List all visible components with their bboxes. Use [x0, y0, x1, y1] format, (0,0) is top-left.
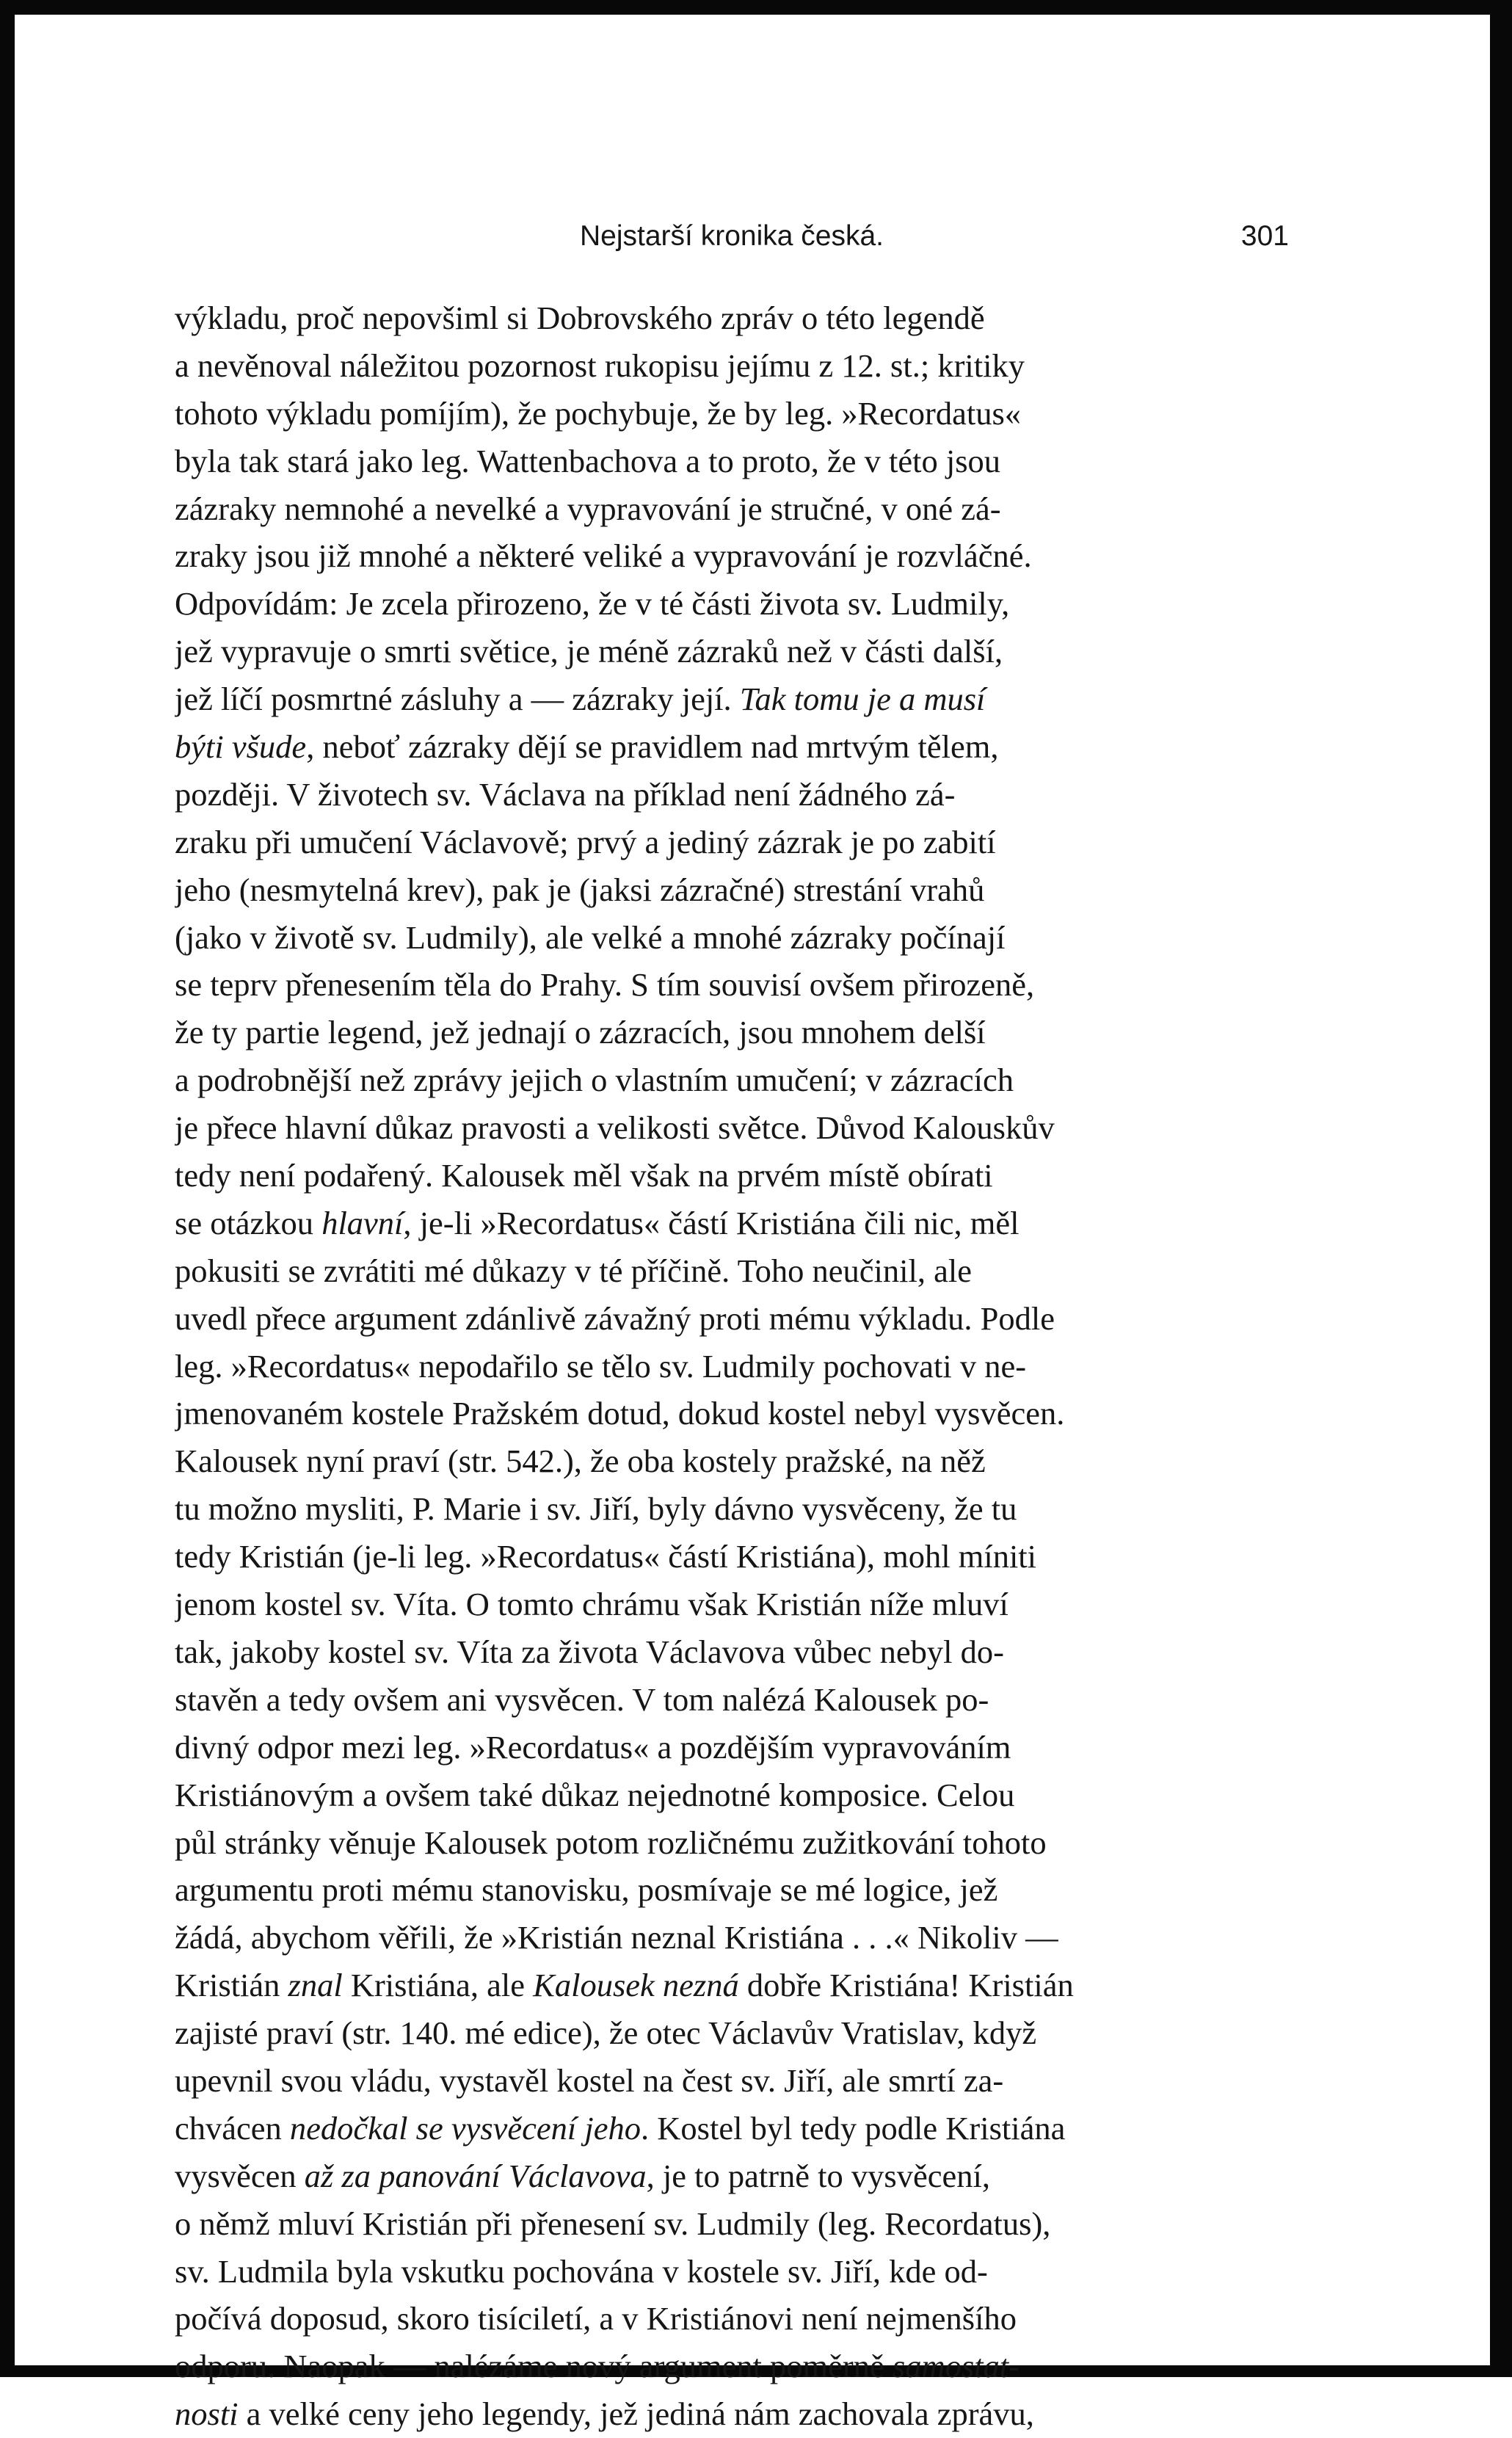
text-line — [175, 1200, 1289, 1247]
italic-text: Tak tomu je a musí — [739, 681, 986, 718]
text-segment: půl stránky věnuje Kalousek potom rozličnému zužitkování tohoto — [175, 1824, 1047, 1861]
text-line — [175, 819, 1289, 866]
text-line — [175, 2200, 1289, 2248]
text-segment: tu možno mysliti, P. Marie i sv. Jiří, byly dávno vysvěceny, že tu — [175, 1490, 1017, 1528]
text-segment: Odpovídám: Je zcela přirozeno, že v té části života sv. Ludmily, — [175, 585, 1010, 623]
text-segment: upevnil svou vládu, vystavěl kostel na čest sv. Jiří, ale smrtí za- — [175, 2061, 1004, 2099]
text-line — [175, 2152, 1289, 2200]
text-segment: chvácen — [175, 2109, 290, 2147]
text-segment: , je to patrně to vysvěcení, — [646, 2157, 990, 2194]
text-segment: zraku při umučení Václavově; prvý a jediný zázrak je po zabití — [175, 823, 996, 860]
text-line — [175, 1152, 1289, 1200]
text-line — [175, 1628, 1289, 1676]
scan-border-right — [1490, 0, 1512, 2377]
text-line — [175, 390, 1289, 438]
text-line — [175, 1247, 1289, 1295]
text-line — [175, 1485, 1289, 1533]
text-line — [175, 1390, 1289, 1437]
text-line — [175, 1771, 1289, 1819]
text-segment: žádá, abychom věřili, že »Kristián neznal Kristiána . . .« Nikoliv — — [175, 1919, 1058, 1956]
text-segment: Kalousek nyní praví (str. 542.), že oba kostely pražské, na něž — [175, 1443, 986, 1480]
italic-text: Kalousek nezná — [533, 1967, 739, 2004]
italic-text: nosti — [175, 2395, 239, 2433]
text-segment: tohoto výkladu pomíjím), že pochybuje, že by leg. »Recordatus« — [175, 394, 1022, 432]
text-segment: jmenovaném kostele Pražském dotud, dokud kostel nebyl vysvěcen. — [175, 1395, 1065, 1432]
text-segment: argumentu proti mému stanovisku, posmívaje se mé logice, jež — [175, 1871, 998, 1909]
italic-text: býti všude — [175, 728, 307, 766]
text-segment: odporu. Naopak — nalézáme nový argument poměrně — [175, 2348, 893, 2385]
page-header — [175, 214, 1289, 258]
text-segment: a velké ceny jeho legendy, jež jediná nám zachovala zprávu, — [238, 2395, 1034, 2433]
text-line — [175, 438, 1289, 485]
text-segment: jenom kostel sv. Víta. O tomto chrámu však Kristián níže mluví — [175, 1586, 1008, 1623]
text-segment: výkladu, proč nepovšiml si Dobrovského zpráv o této legendě — [175, 300, 985, 336]
text-segment: byla tak stará jako leg. Wattenbachova a to proto, že v této jsou — [175, 442, 1001, 479]
text-segment: jež líčí posmrtné zásluhy a — zázraky její. — [175, 681, 740, 718]
text-line — [175, 1819, 1289, 1867]
text-line — [175, 2295, 1289, 2343]
text-line — [175, 1724, 1289, 1771]
text-segment: leg. »Recordatus« nepodařilo se tělo sv. Ludmily pochovati v ne- — [175, 1347, 1027, 1385]
scan-border-top — [0, 0, 1512, 15]
text-line — [175, 1056, 1289, 1104]
text-segment: a podrobnější než zprávy jejich o vlastním umučení; v zázracích — [175, 1062, 1014, 1099]
text-line — [175, 1962, 1289, 2009]
text-segment: jeho (nesmytelná krev), pak je (jaksi zázračné) strestání vrahů — [175, 871, 985, 908]
text-segment: (jako v životě sv. Ludmily), ale velké a mnohé zázraky počínají — [175, 918, 1006, 956]
text-line — [175, 1533, 1289, 1581]
italic-text: až za panování Václavova — [304, 2157, 647, 2194]
text-segment: stavěn a tedy ovšem ani vysvěcen. V tom nalézá Kalousek po- — [175, 1680, 989, 1718]
text-segment: Kristiána, ale — [342, 1967, 534, 2004]
text-segment: , je-li »Recordatus« částí Kristiána čili nic, měl — [403, 1204, 1019, 1241]
text-line — [175, 2248, 1289, 2296]
scan-border-left — [0, 0, 15, 2377]
text-segment: a nevěnoval náležitou pozornost rukopisu jejímu z 12. st.; kritiky — [175, 347, 1025, 384]
text-line — [175, 2105, 1289, 2152]
text-segment: jež vypravuje o smrti světice, je méně zázraků než v části další, — [175, 633, 1003, 670]
text-line — [175, 628, 1289, 675]
text-segment: dobře Kristiána! Kristián — [738, 1967, 1074, 2004]
text-segment: uvedl přece argument zdánlivě závažný proti mému výkladu. Podle — [175, 1299, 1055, 1337]
text-segment: o němž mluví Kristián při přenesení sv. Ludmily (leg. Recordatus), — [175, 2205, 1051, 2242]
text-line — [175, 771, 1289, 819]
text-line — [175, 1914, 1289, 1962]
text-line — [175, 675, 1289, 723]
text-line — [175, 1009, 1289, 1056]
text-line — [175, 914, 1289, 962]
text-segment: divný odpor mezi leg. »Recordatus« a pozdějším vypravováním — [175, 1728, 1011, 1766]
text-segment: počívá doposud, skoro tisíciletí, a v Kristiánovi není nejmenšího — [175, 2300, 1017, 2337]
text-line — [175, 485, 1289, 533]
text-segment: tedy není podařený. Kalousek měl však na prvém místě obírati — [175, 1157, 993, 1194]
text-line — [175, 1437, 1289, 1485]
italic-text: znal — [288, 1967, 343, 2004]
text-segment: se teprv přenesením těla do Prahy. S tím souvisí ovšem přirozeně, — [175, 966, 1035, 1004]
text-line — [175, 2390, 1289, 2438]
italic-text: hlavní — [321, 1204, 404, 1241]
text-line — [175, 532, 1289, 580]
text-segment: zázraky nemnohé a nevelké a vypravování je stručné, v oné zá- — [175, 490, 1001, 527]
text-line — [175, 580, 1289, 628]
text-line — [175, 723, 1289, 771]
text-line — [175, 1676, 1289, 1724]
italic-text: nedočkal se vysvěcení jeho — [289, 2109, 641, 2147]
text-line — [175, 1295, 1289, 1343]
text-line — [175, 342, 1289, 390]
text-segment: že ty partie legend, jež jednají o zázracích, jsou mnohem delší — [175, 1014, 986, 1051]
body-text — [175, 294, 1289, 2438]
text-line — [175, 1104, 1289, 1152]
text-segment: zraky jsou již mnohé a některé veliké a vypravování je rozvláčné. — [175, 537, 1032, 575]
text-segment: Kristián — [175, 1967, 288, 2004]
text-line — [175, 2057, 1289, 2105]
running-title: Nejstarší kronika česká. — [580, 220, 884, 252]
text-segment: tak, jakoby kostel sv. Víta za života Václavova vůbec nebyl do- — [175, 1633, 1004, 1670]
text-segment: se otázkou — [175, 1204, 322, 1241]
text-line — [175, 866, 1289, 914]
text-segment: tedy Kristián (je-li leg. »Recordatus« částí Kristiána), mohl míniti — [175, 1538, 1037, 1575]
text-line — [175, 2009, 1289, 2057]
text-segment: , neboť zázraky dějí se pravidlem nad mrtvým tělem, — [306, 728, 999, 766]
text-line — [175, 294, 1289, 342]
text-segment: později. V životech sv. Václava na příklad není žádného zá- — [175, 775, 956, 813]
text-segment: zajisté praví (str. 140. mé edice), že otec Václavův Vratislav, když — [175, 2014, 1037, 2052]
text-segment: . Kostel byl tedy podle Kristiána — [641, 2109, 1066, 2147]
text-segment: je přece hlavní důkaz pravosti a velikosti světce. Důvod Kalouskův — [175, 1109, 1055, 1147]
page-number: 301 — [1240, 220, 1289, 252]
text-segment: pokusiti se zvrátiti mé důkazy v té příčině. Toho neučinil, ale — [175, 1252, 973, 1289]
text-line — [175, 961, 1289, 1009]
text-line — [175, 2343, 1289, 2390]
text-segment: Kristiánovým a ovšem také důkaz nejednotné komposice. Celou — [175, 1776, 1015, 1813]
text-line — [175, 1581, 1289, 1628]
text-line — [175, 1866, 1289, 1914]
italic-text: samostat- — [892, 2348, 1019, 2385]
text-segment: sv. Ludmila byla vskutku pochována v kostele sv. Jiří, kde od- — [175, 2252, 988, 2290]
text-line — [175, 1343, 1289, 1390]
text-segment: vysvěcen — [175, 2157, 305, 2194]
